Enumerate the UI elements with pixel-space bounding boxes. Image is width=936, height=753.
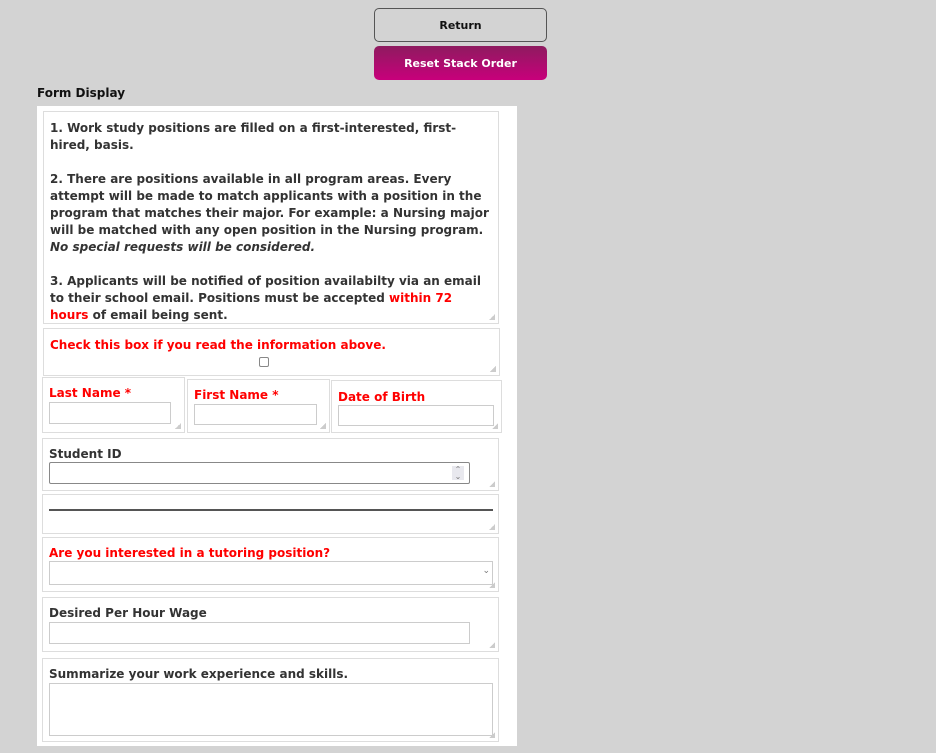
chevron-down-icon: ⌄ [482,566,490,576]
first-name-label: First Name * [194,388,279,402]
checkbox-label: Check this box if you read the information above. [50,338,386,352]
wage-field [42,597,499,652]
read-confirmation-field [43,328,500,376]
intro-p2-italic: No special requests will be considered. [50,240,316,254]
student-id-input[interactable] [49,462,470,484]
last-name-label: Last Name * [49,386,132,400]
first-name-field [187,379,330,433]
intro-p3-end: of email being sent. [92,308,228,322]
last-name-field [42,377,185,433]
date-of-birth-field [331,380,502,433]
student-id-label: Student ID [49,447,122,461]
intro-p2 [50,171,492,256]
horizontal-divider [49,509,493,511]
return-button[interactable]: Return [374,8,547,42]
dob-input[interactable] [338,405,494,426]
intro-p3-text: 3. Applicants will be notified of position availabilty via an email to their school email. Positions must be accepted [50,274,481,305]
tutoring-select[interactable] [49,561,493,585]
intro-p1: 1. Work study positions are filled on a first-interested, first-hired, basis. [50,121,457,152]
divider-field [42,494,499,534]
student-id-field [42,438,499,491]
last-name-input[interactable] [49,402,171,424]
wage-input[interactable] [49,622,470,644]
intro-p3 [50,273,492,324]
tutoring-field [42,537,499,592]
summary-textarea[interactable] [49,683,493,736]
spinner-icon[interactable]: ⌃ ⌄ [452,466,464,480]
summary-field [42,658,499,742]
form-display-title: Form Display [37,86,126,100]
first-name-input[interactable] [194,404,317,425]
wage-label: Desired Per Hour Wage [49,606,207,620]
summary-label: Summarize your work experience and skills. [49,667,349,681]
read-checkbox[interactable] [259,357,269,367]
reset-stack-order-button[interactable]: Reset Stack Order [374,46,547,80]
intro-p3-deadline: within 72 hours [50,291,453,322]
tutoring-label: Are you interested in a tutoring position? [49,546,331,560]
dob-label: Date of Birth [338,390,426,404]
intro-p2-text: 2. There are positions available in all program areas. Every attempt will be made to match applicants with a position in the program that matches their major. For example: a Nursing major will be matched with any open position in the Nursing program. [50,172,489,237]
intro-text-block [43,111,499,324]
